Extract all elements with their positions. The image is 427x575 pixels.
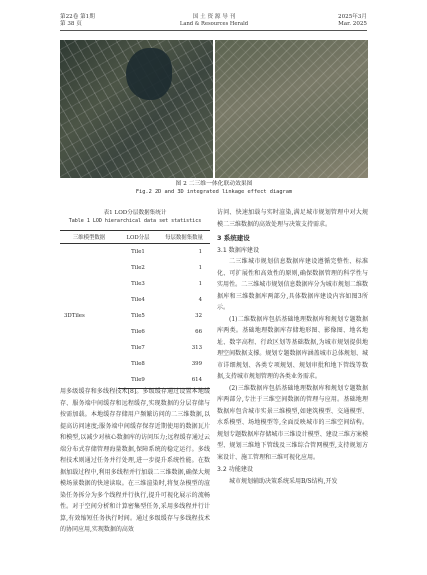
tile-cell: Tile8	[131, 361, 145, 367]
figure-caption-cn: 图 2 二三维一体化联动效果图	[175, 181, 253, 187]
header-right-line2: Mar. 2025	[338, 21, 367, 27]
map-2d-panel	[60, 40, 213, 178]
tile-cell: Tile6	[131, 329, 145, 335]
body-paragraph: 城市规划辅助决策系统采用B/S结构,开发	[229, 477, 338, 485]
tile-cell: Tile4	[131, 297, 145, 303]
figure-caption-en: Fig.2 2D and 3D integrated linkage effect diagram	[135, 189, 293, 195]
tile-cell: Tile9	[118, 372, 158, 389]
figure-2	[60, 40, 368, 178]
tile-cell: Tile1	[131, 249, 145, 255]
body-paragraph: 访问、快速加载与实时渲染,满足城市规划管理中对大规模二三维数据的高效处理与决策支持需求。	[217, 209, 368, 228]
journal-name-en: Land & Resources Herald	[179, 21, 249, 27]
body-paragraph: 二三维城市规划信息数据库建设遵循完整性、标准化、可扩展性和高效性的原则,确保数据管理的科学性与实用性。二三维城市规划信息数据库分为城市规划二维数据库和三维数据库两部分,具体数据库建设内容如图3所示。	[217, 258, 368, 311]
header-left-line1: 第22卷 第1期	[60, 14, 95, 20]
count-cell: 4	[198, 297, 202, 303]
section-heading-3-1: 3.1 数据库建设	[217, 246, 260, 254]
body-paragraph: (1)二维数据库包括基础地理数据库和规划专题数据库两类。基础地理数据库存储地形图、影像图、地名地址、数字高程、行政区划等基础数据,为城市规划提供地理空间数据支撑。规划专题数据库涵盖城市总体规划、城市详细规划、各类专项规划、规划审批和地下管线等数据,支持城市规划管理的各类业务需求。	[217, 315, 368, 380]
lake-shape	[126, 48, 172, 100]
count-cell: 313	[191, 345, 202, 351]
tile-cell: Tile7	[131, 345, 145, 351]
header-lod: LOD分层	[118, 231, 158, 244]
header-left-line2: 第 38 页	[60, 21, 82, 27]
map-3d-panel	[215, 40, 368, 178]
count-cell: 32	[195, 313, 202, 319]
count-cell: 66	[195, 329, 202, 335]
section-heading-3-2: 3.2 功能建设	[217, 466, 254, 473]
right-column	[217, 207, 368, 487]
count-cell: 399	[191, 361, 202, 367]
count-cell: 1	[198, 281, 202, 287]
section-heading-3: 3 系统建设	[217, 234, 250, 242]
header-count: 每层数据集数量	[158, 231, 210, 244]
table-header-row	[60, 231, 210, 244]
lod-table	[60, 230, 210, 389]
body-paragraph: 用多级缓存和多线程技术[8]。多级缓存通过设置本地缓存、服务端中间缓存和远程缓存,实现数据的分层存储与按需加载。本地缓存存储用户频繁访问的二三维数据,以提高访问速度;服务端中间缓存保存近期使用的数据瓦片和模型,以减少对核心数据库的访问压力;远程缓存通过云端分布式存储管理海量数据,保障系统的稳定运行。多线程技术则通过任务并行处理,进一步提升系统性能。在数据加载过程中,利用多线程并行加载二三维数据,确保大规模场景数据的快速读取。在三维渲染时,将复杂模型的渲染任务拆分为多个线程并行执行,提升可视化展示的流畅性。对于空间分析和计算密集型任务,采用多线程并行计算,有效缩短任务执行时间。通过多级缓存与多线程技术的协同应用,实现数据的高效	[60, 388, 210, 533]
count-cell: 614	[158, 372, 210, 389]
header-rule	[60, 30, 367, 31]
tile-cell: Tile3	[131, 281, 145, 287]
table-title-en: Table 1 LOD hierarchical data set statistics	[68, 218, 202, 224]
count-cell: 1	[198, 265, 202, 271]
header-model: 三维模型数据	[60, 231, 118, 244]
header-right-line1: 2025年3月	[338, 14, 367, 20]
model-cell: 3DTiles	[64, 313, 85, 320]
table-row	[60, 244, 210, 261]
tile-cell: Tile2	[131, 265, 145, 271]
table-title-cn: 表1 LOD分层数据集统计	[103, 210, 167, 216]
tile-cell: Tile5	[131, 313, 145, 319]
journal-name-cn: 国 土 资 源 导 刊	[192, 14, 236, 20]
body-paragraph: (2)三维数据库包括基础地理数据库和规划专题数据库两部分,专注于三维空间数据的管理与应用。基础地理数据库包含城市实景三维模型,如建筑模型、交通模型、水系模型、场地模型等,全面反映城市的三维空间结构。规划专题数据库存储城市三维设计模型、建设三维方案模型、规划三维地下管线及三维综合管网模型,支持规划方案设计、施工管理和三维可视化应用。	[217, 384, 368, 461]
left-column	[60, 386, 210, 536]
count-cell: 1	[198, 249, 202, 255]
